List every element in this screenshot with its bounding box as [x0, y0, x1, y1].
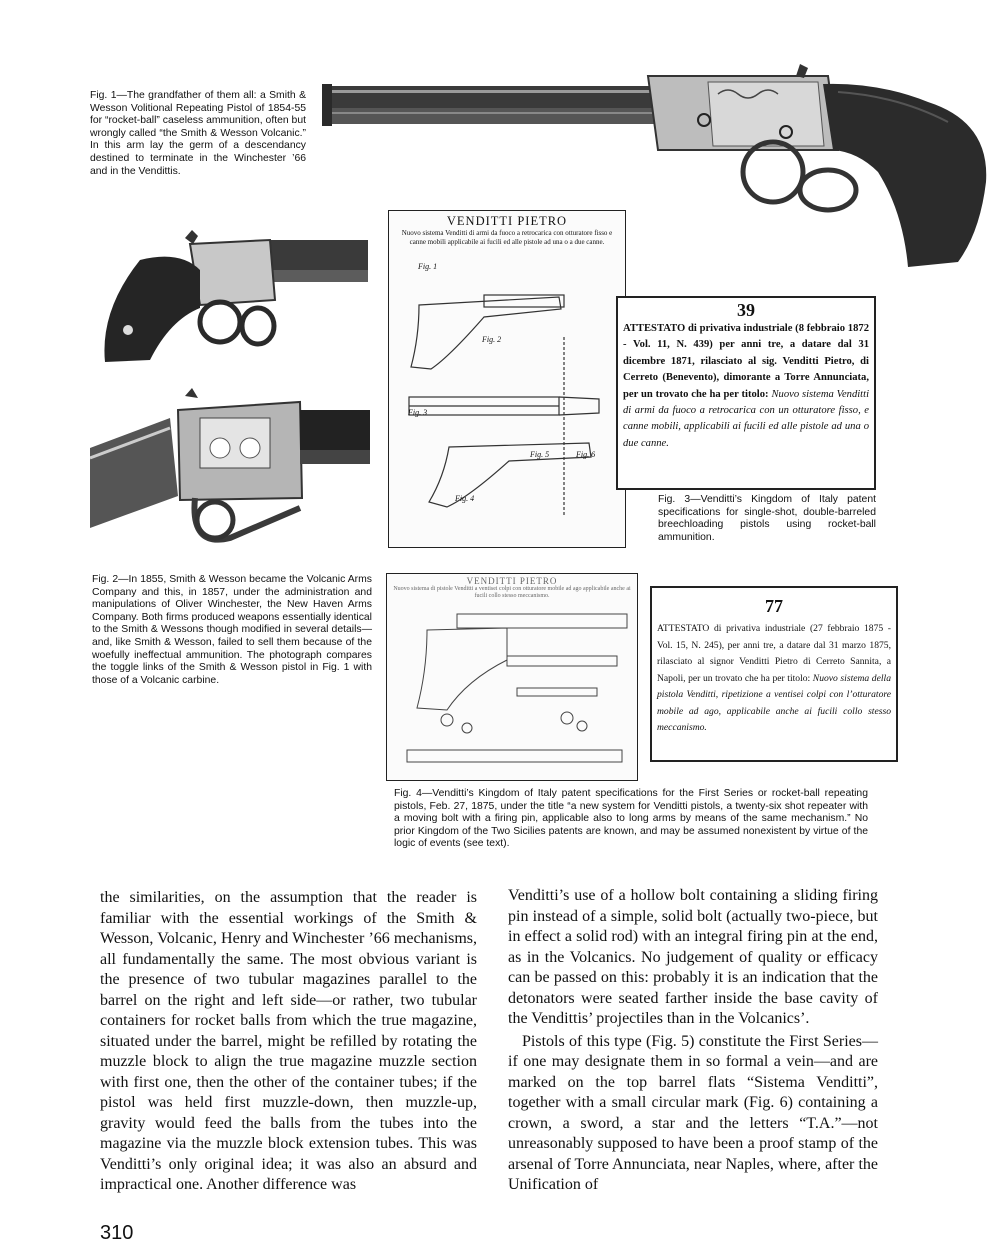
- fig3-patent-drawing: [388, 210, 626, 548]
- record-text: [652, 621, 896, 737]
- carbine-illustration: [90, 388, 370, 560]
- record-body: ATTESTATO di privativa industriale (27 febbraio 1875 - Vol. 15, N. 245), per anni tre, a datare dal 31 marzo 1875, rilasciato al signor Venditti Pietro di Cerreto Sannita, a Napoli, per un trovato che ha per titolo:: [657, 623, 891, 684]
- body-paragraph: Venditti’s use of a hollow bolt containing a sliding firing pin instead of a simple, solid bolt (actually two-piece, but in effect a solid rod) with an integral firing pin at the end, as in the Volcanics. No judgement of quality or efficacy can be passed on this: probably it is an indication that the detonators were seated farther inside the base cavity of the Vendittis’ projectiles than in the Volcanics’.: [508, 887, 878, 1027]
- page-number: 310: [100, 1222, 134, 1244]
- body-paragraph: Pistols of this type (Fig. 5) constitute the First Series—if one may designate them in so formal a vein—and are marked on the top barrel flats “Sistema Venditti”, together with a small circular mark (Fig. 6) containing a crown, a sword, a star and the letters “T.A.”—not unreasonably supposed to have been a proof stamp of the arsenal of Torre Annunciata, near Naples, where, after the Unification of: [508, 1032, 878, 1193]
- body-column-left: [100, 888, 477, 1196]
- fig3-label-3: Fig. 3: [408, 408, 428, 417]
- patent-record-39: [616, 296, 876, 490]
- record-body: ATTESTATO di privativa industriale (8 febbraio 1872 - Vol. 11, N. 439) per anni tre, a datare dal 31 dicembre 1871, rilasciato al sig. Venditti Pietro, di Cerreto (Benevento), dimorante a Torre Annunciata, per un trovato che ha per titolo:: [623, 323, 869, 400]
- fig2-caption: Fig. 2—In 1855, Smith & Wesson became the Volcanic Arms Company and this, in 1857, under the administration and manipulations of Oliver Winchester, the New Haven Arms Company. Both firms produced weapons essentially identical to the Smith & Wessons though modified in several details—and, like Smith & Wesson, failed to sell them because of the woefully ineffectual ammunition. The photograph compares the toggle links of the Smith & Wesson pistol in Fig. 1 with those of a Volcanic carbine.: [92, 574, 372, 686]
- fig3-label-5: Fig. 5: [530, 450, 550, 459]
- fig4-patent-drawing: [386, 573, 638, 781]
- fig3-label-6: Fig. 6: [576, 450, 596, 459]
- patent-subheader: Nuovo sistema di pistole Venditti a ventisei colpi con otturatore mobile ad ago applicabile anche ai fucili collo stesso meccanismo.: [393, 586, 631, 599]
- patent-header: VENDITTI PIETRO: [446, 214, 568, 228]
- fig4-caption: Fig. 4—Venditti’s Kingdom of Italy patent specifications for the First Series or rocket-ball repeating pistols, Feb. 27, 1875, under the title “a new system for Venditti pistols, a twenty-six shot repeater with a moving bolt with a firing pin, applicable also to long arms by means of the same mechanism.” No prior Kingdom of the Two Sicilies patents are known, and may be assumed nonexistent by virtue of the logic of events (see text).: [394, 788, 868, 850]
- fig3-caption: Fig. 3—Venditti’s Kingdom of Italy patent specifications for single-shot, double-barreled breechloading pistols using rocket-ball ammunition.: [658, 494, 876, 543]
- patent-figures: [389, 247, 625, 537]
- record-number: 39: [737, 300, 755, 320]
- patent-header: VENDITTI PIETRO: [466, 576, 558, 586]
- body-column-right: [508, 886, 878, 1196]
- patent-subheader: Nuovo sistema Venditti di armi da fuoco a retrocarica con otturatore fisso e canne mobili applicabile ai fucili ed alle pistole ad una o a due canne.: [401, 229, 613, 246]
- fig3-label-2: Fig. 2: [482, 335, 502, 344]
- patent-record-77: [650, 586, 898, 762]
- fig1-caption: Fig. 1—The grandfather of them all: a Smith & Wesson Volitional Repeating Pistol of 1854-55 for “rocket-ball” caseless ammunition, often but wrongly called “the Smith & Wesson Volcanic.” In this arm lay the germ of a descendancy destined to terminate in the Winchester ’66 and in the Vendittis.: [90, 90, 306, 177]
- pistol-illustration: [100, 230, 368, 365]
- fig3-label-1: Fig. 1: [418, 262, 438, 271]
- fig2-photo-bottom: [90, 388, 370, 560]
- record-title: Nuovo sistema Venditti di armi da fuoco a retrocarica con un otturatore fisso, e canne mobili, applicabili ai fucili ed alle pistole ad una o due canne.: [623, 388, 870, 449]
- body-paragraph: the similarities, on the assumption that the reader is familiar with the essential workings of the Smith & Wesson, Volcanic, Henry and Winchester ’66 mechanisms, all fundamentally the same. The most obvious variant is the presence of two tubular magazines parallel to the barrel on the right and left side—or rather, two tubular containers for rocket balls from which the true magazine, situated under the barrel, might be refilled by rotating the muzzle block to align the true magazine muzzle section with first one, then the other of the container tubes; if the pistol was held first muzzle-down, then muzzle-up, gravity would feed the balls from the tubes into the magazine via the muzzle block extension tubes. This was Venditti’s only original idea; it was also an absurd and impractical one. Another difference was: [100, 889, 477, 1193]
- fig2-photo-top: [100, 230, 368, 365]
- record-text: [618, 321, 874, 452]
- record-number: 77: [765, 596, 783, 616]
- fig3-label-4: Fig. 4: [455, 494, 475, 503]
- record-title: Nuovo sistema della pistola Venditti, ripetizione a ventisei colpi con l’otturatore mobile ad ago, applicabile anche ai fucili collo stesso meccanismo.: [657, 672, 891, 733]
- patent-figures: [387, 600, 637, 770]
